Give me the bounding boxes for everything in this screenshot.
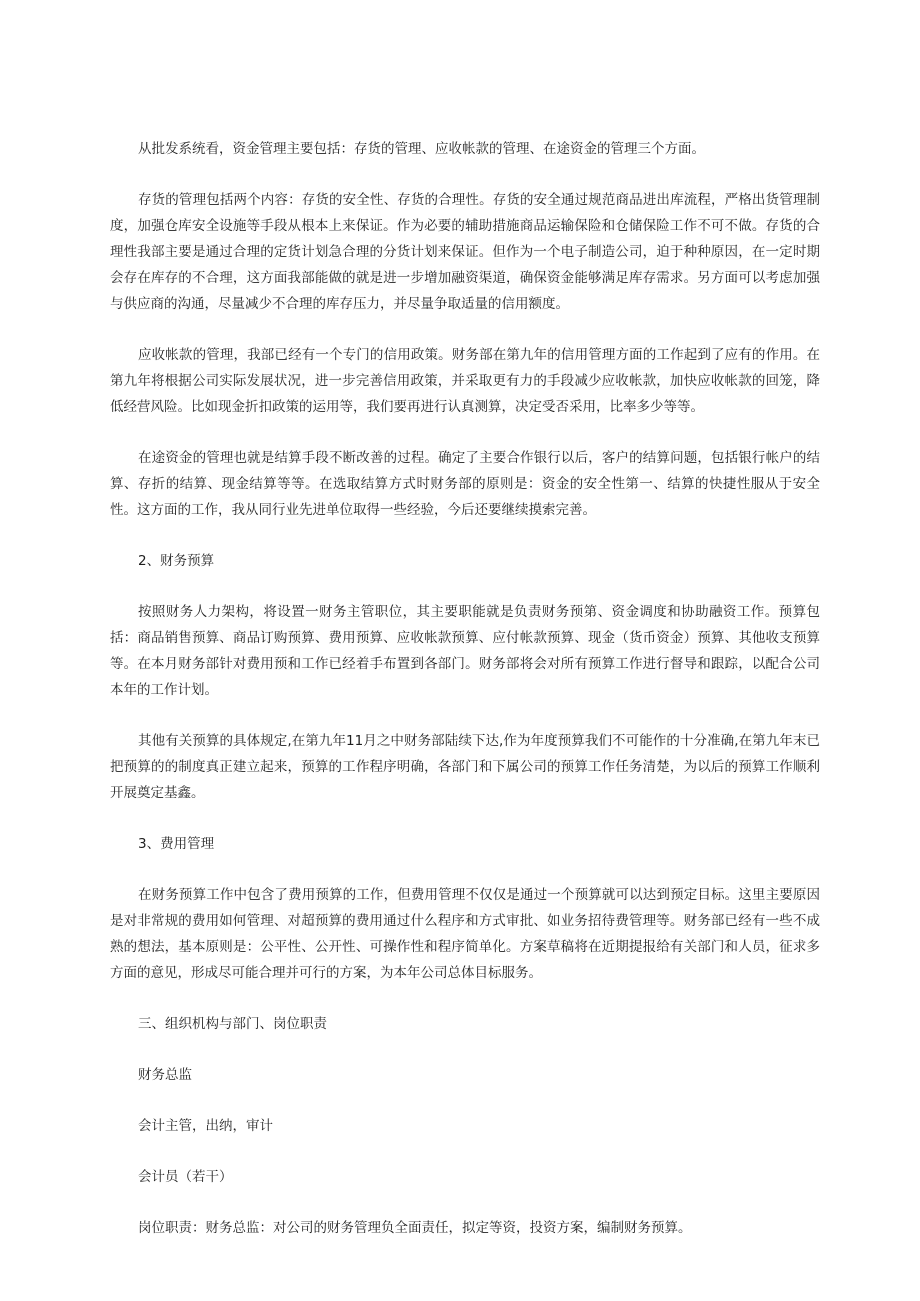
- paragraph-budget-structure: 按照财务人力架构，将设置一财务主管职位，其主要职能就是负责财务预第、资金调度和协助融资工作。预算包括：商品销售预算、商品订购预算、费用预算、应收帐款预算、应付帐款预算、现金（货币资金）预算、其他收支预算等。在本月财务部针对费用预和工作已经着手布置到各部门。财务部将会对所有预算工作进行督导和跟踪，以配合公司本年的工作计划。: [110, 604, 820, 698]
- paragraph-budget-rules: 其他有关预算的具体规定,在第九年11月之中财务部陆续下达,作为年度预算我们不可能作的十分准确,在第九年末已把预算的的制度真正建立起来，预算的工作程序明确，各部门和下属公司的预算工作任务清楚，为以后的预算工作顺利开展奠定基鑫。: [110, 733, 820, 801]
- section-heading-expense-management: 3、费用管理: [138, 836, 215, 852]
- document-body: [110, 136, 820, 1266]
- paragraph-fund-management-overview: 从批发系统看，资金管理主要包括：存货的管理、应收帐款的管理、在途资金的管理三个方面。: [138, 141, 705, 157]
- section-heading-organization: 三、组织机构与部门、岗位职责: [138, 1016, 327, 1032]
- org-item-finance-director: 财务总监: [138, 1067, 192, 1083]
- paragraph-job-duties: 岗位职责：财务总监：对公司的财务管理负全面责任，拟定等资，投资方案，编制财务预算。: [138, 1220, 692, 1236]
- org-item-accounting-roles: 会计主管，出纳，审计: [138, 1118, 273, 1134]
- paragraph-in-transit-funds: 在途资金的管理也就是结算手段不断改善的过程。确定了主要合作银行以后，客户的结算问题，包括银行帐户的结算、存折的结算、现金结算等等。在选取结算方式时财务部的原则是：资金的安全性第一、结算的快捷性服从于安全性。这方面的工作，我从同行业先进单位取得一些经验，今后还要继续摸索完善。: [110, 450, 820, 518]
- paragraph-expense-management: 在财务预算工作中包含了费用预算的工作，但费用管理不仅仅是通过一个预算就可以达到预定目标。这里主要原因是对非常规的费用如何管理、对超预算的费用通过什么程序和方式审批、如业务招待费管理等。财务部已经有一些不成熟的想法，基本原则是：公平性、公开性、可操作性和程序简单化。方案草稿将在近期提报给有关部门和人员，征求多方面的意见，形成尽可能合理并可行的方案，为本年公司总体目标服务。: [110, 887, 820, 981]
- paragraph-inventory-management: 存货的管理包括两个内容：存货的安全性、存货的合理性。存货的安全通过规范商品进出库流程，严格出货管理制度，加强仓库安全设施等手段从根本上来保证。作为必要的辅助措施商品运输保险和仓储保险工作不可不做。存货的合理性我部主要是通过合理的定货计划急合理的分货计划来保证。但作为一个电子制造公司，迫于种种原因，在一定时期会存在库存的不合理，这方面我部能做的就是进一步增加融资渠道，确保资金能够满足库存需求。另方面可以考虑加强与供应商的沟通，尽量减少不合理的库存压力，并尽量争取适量的信用额度。: [110, 192, 820, 312]
- paragraph-receivables-management: 应收帐款的管理，我部已经有一个专门的信用政策。财务部在第九年的信用管理方面的工作起到了应有的作用。在第九年将根据公司实际发展状况，进一步完善信用政策，并采取更有力的手段减少应收帐款，加快应收帐款的回笼，降低经营风险。比如现金折扣政策的运用等，我们要再进行认真测算，决定受否采用，比率多少等等。: [110, 347, 820, 415]
- section-heading-financial-budget: 2、财务预算: [138, 553, 215, 569]
- org-item-accountants: 会计员（若干）: [138, 1169, 233, 1185]
